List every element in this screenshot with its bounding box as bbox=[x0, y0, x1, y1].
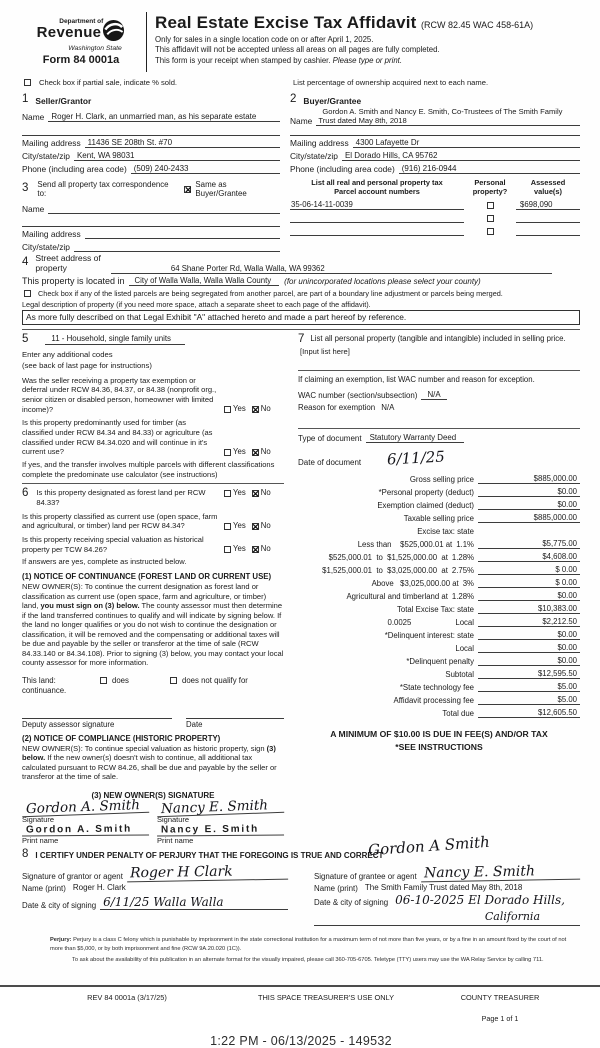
grantee-printname-field[interactable]: The Smith Family Trust dated May 8th, 2018 bbox=[364, 883, 523, 893]
tax-amount-field[interactable]: $0.00 bbox=[478, 656, 580, 666]
land-qualify-row: This land: does does not qualify for bbox=[22, 675, 248, 685]
grantee-signature-field[interactable]: Nancy E. Smith bbox=[421, 863, 581, 883]
tax-row-local: 0.0025 Local $2,212.50 bbox=[298, 614, 580, 627]
tax-amount-field[interactable]: $4,608.00 bbox=[478, 552, 580, 562]
tax-row-subtotal: Subtotal $12,595.50 bbox=[298, 666, 580, 679]
section-7-heading: 7 List all personal property (tangible and intangible) included in selling price. bbox=[298, 332, 566, 345]
tax-row-tier1: Less than $525,000.01 at 1.1% $5,775.00 bbox=[298, 536, 580, 549]
tax-row-tier2: $525,000.01 to $1,525,000.00 at 1.28% $4,608.00 bbox=[298, 549, 580, 562]
fine-print: Perjury: Perjury is a class C felony which is punishable by imprisonment in the state correctional institution for a maximum term of not more than five years, or by a fine in an amount fixed by the court of not more than $5,000, or by both imprisonment and fine (RCW 9A.20.020 (1C)). To ask about the availability of this publication in an alternate format for the visually impaired, please call 360-705-6705. Teletype (TTY) users may use the WA Relay Service by calling 711. bbox=[50, 937, 567, 964]
same-as-buyer-checkbox[interactable] bbox=[184, 186, 191, 193]
no-checkbox[interactable] bbox=[252, 546, 259, 553]
buyer-mailing-label: Mailing address bbox=[290, 138, 349, 148]
section-4 bbox=[22, 254, 580, 325]
notice-continuance-text: NEW OWNER(S): To continue the current designation as forest land or classification as current use (open space, farm and agriculture, or timber) land, you must sign on (3) below. The county assessor must then determine if the land transferred continues to qualify and will indicate by signing below. If the land no longer qualifies or you do not wish to continue the designation or classification, it will be removed and the compensating or additional taxes will be due and payable by the seller or transferor at the time of sale (RCW 84.33.140 or 84.34.108). Prior to signing (3) below, you may contact your local county assessor for more information. bbox=[22, 582, 284, 668]
no-checkbox[interactable] bbox=[252, 490, 259, 497]
tax-amount-field[interactable]: $0.00 bbox=[478, 643, 580, 653]
divider bbox=[298, 428, 580, 429]
tax-row-total-state: Total Excise Tax: state $10,383.00 bbox=[298, 601, 580, 614]
notice-compliance-heading: (2) NOTICE OF COMPLIANCE (HISTORIC PROPERTY) bbox=[22, 733, 221, 743]
question-exemption-deferral: Was the seller receiving a property tax exemption or deferral under RCW 84.36, 84.37, or 84.38 (nonprofit org., senior citizen or disabled person, homeowner with limited income)? Yes ✕ No bbox=[22, 376, 284, 415]
grantee-printname-label: Name (print) bbox=[314, 884, 358, 894]
yes-checkbox[interactable] bbox=[224, 546, 231, 553]
question-historical-property: Is this property receiving special valuation as historical property per TCW 84.26? Yes ✕ No bbox=[22, 535, 284, 554]
located-in-note: (for unincorporated locations please select your county) bbox=[284, 276, 481, 286]
new-owner-printname-field[interactable]: Gordon A. Smith bbox=[22, 823, 149, 836]
buyer-phone-label: Phone (including area code) bbox=[290, 164, 395, 174]
agency-dept-label: Department of bbox=[59, 18, 104, 25]
ownership-note: List percentage of ownership acquired next to each name. bbox=[293, 77, 489, 87]
correspondence-mailing-label: Mailing address bbox=[22, 229, 81, 239]
grantor-datecity-label: Date & city of signing bbox=[22, 901, 97, 911]
new-owner-signature-field[interactable]: Gordon A. Smith bbox=[22, 797, 149, 816]
tax-computation-table bbox=[298, 471, 580, 718]
tax-amount-field[interactable]: $ 0.00 bbox=[478, 565, 580, 575]
tax-row-personal-deduct: *Personal property (deduct) $0.00 bbox=[298, 484, 580, 497]
parcel-row bbox=[290, 210, 580, 223]
legal-description-field[interactable]: As more fully described on that Legal Exhibit "A" attached hereto and made a part hereof by reference. bbox=[22, 310, 580, 325]
legal-description-label: Legal description of property (if you need more space, attach a separate sheet to each page of the affidavit). bbox=[22, 299, 371, 309]
question-current-use: Is this property classified as current use (open space, farm and agricultural, or timber) land per RCW 84.34? Yes ✕ No bbox=[22, 512, 284, 531]
buyer-citystatezip-field[interactable]: El Dorado Hills, CA 95762 bbox=[342, 151, 580, 161]
agency-block bbox=[22, 10, 140, 72]
certify-statement: I CERTIFY UNDER PENALTY OF PERJURY THAT THE FOREGOING IS TRUE AND CORRECT bbox=[35, 851, 384, 861]
section-2-heading: 2 Buyer/Grantee bbox=[290, 93, 362, 106]
form-revision: REV 84 0001a (3/17/25) bbox=[87, 993, 167, 1003]
buyer-mailing-field[interactable]: 4300 Lafayette Dr bbox=[353, 138, 580, 148]
document-date-field[interactable]: 6/11/25 bbox=[386, 447, 446, 469]
grantor-printname-field[interactable]: Roger H. Clark bbox=[72, 883, 126, 893]
tax-amount-field[interactable]: $885,000.00 bbox=[478, 474, 580, 484]
grantor-datecity-field[interactable]: 6/11/25 Walla Walla bbox=[100, 895, 288, 910]
yes-checkbox[interactable] bbox=[224, 490, 231, 497]
question-forest-land: 6 Is this property designated as forest land per RCW 84.33? Yes ✕ No bbox=[22, 488, 284, 507]
tax-amount-field[interactable]: $0.00 bbox=[478, 500, 580, 510]
header-note-1: Only for sales in a single location code on or after April 1, 2025. bbox=[155, 34, 374, 44]
tax-row-tier4: Above $3,025,000.00 at 3% $ 0.00 bbox=[298, 575, 580, 588]
correspondence-name-field[interactable] bbox=[48, 204, 280, 214]
new-owner-printname-field[interactable]: Nancy E. Smith bbox=[157, 823, 284, 836]
buyer-name-field[interactable]: Gordon A. Smith and Nancy E. Smith, Co-Trustees of The Smith Family Trust dated May 8th, 2018 bbox=[316, 107, 580, 126]
form-header bbox=[22, 10, 580, 72]
tax-amount-field[interactable]: $2,212.50 bbox=[478, 617, 580, 627]
tax-row-delinquent-interest-local: Local $0.00 bbox=[298, 640, 580, 653]
tax-row-tech-fee: *State technology fee $5.00 bbox=[298, 679, 580, 692]
seller-mailing-field[interactable]: 11436 SE 208th St. #70 bbox=[85, 138, 280, 148]
personal-property-checkbox[interactable] bbox=[487, 215, 494, 222]
deputy-assessor-signature-field[interactable] bbox=[22, 709, 172, 719]
personal-property-list-label: List all personal property (tangible and intangible) included in selling price. bbox=[310, 333, 566, 343]
treasurer-space-label: THIS SPACE TREASURER'S USE ONLY bbox=[257, 993, 395, 1003]
tax-amount-field[interactable]: $5.00 bbox=[478, 695, 580, 705]
tax-row-exemption-deduct: Exemption claimed (deduct) $0.00 bbox=[298, 497, 580, 510]
tax-row-taxable: Taxable selling price $885,000.00 bbox=[298, 510, 580, 523]
located-in-label: This property is located in bbox=[22, 275, 125, 286]
section-1-heading: 1 Seller/Grantor bbox=[22, 93, 92, 106]
tax-amount-field[interactable]: $5.00 bbox=[478, 682, 580, 692]
buyer-name-label: Name bbox=[290, 116, 313, 126]
correspondence-citystatezip-field[interactable] bbox=[74, 242, 280, 252]
grantee-datecity-label: Date & city of signing bbox=[314, 898, 389, 908]
tax-row-delinquent-penalty: *Delinquent penalty $0.00 bbox=[298, 653, 580, 666]
if-yes-instruction: If answers are yes, complete as instructed below. bbox=[22, 557, 187, 567]
continuance-label: continuance. bbox=[22, 685, 67, 695]
exemption-reason-label: Reason for exemption bbox=[298, 403, 376, 413]
grantor-signature-field[interactable]: Roger H Clark bbox=[127, 863, 288, 883]
divider bbox=[22, 483, 284, 484]
assessed-value-field[interactable] bbox=[516, 235, 580, 236]
correspondence-mailing-field[interactable] bbox=[85, 229, 280, 239]
tax-amount-field[interactable]: $0.00 bbox=[478, 591, 580, 601]
question-timber-agriculture: Is this property predominantly used for timber (as classified under RCW 84.34 and 84.33) or agriculture (as classified under RCW 84.34.020 and will continue in it's current use? Yes ✕ No bbox=[22, 418, 284, 457]
personal-property-checkbox[interactable] bbox=[487, 228, 494, 235]
divider bbox=[298, 370, 580, 371]
timestamp-stamp: 1:22 PM - 06/13/2025 - 149532 bbox=[210, 1034, 392, 1048]
section-5-heading: 5 11 - Household, single family units bbox=[22, 334, 284, 346]
tax-amount-field[interactable]: $12,605.50 bbox=[478, 708, 580, 718]
additional-codes-note: Enter any additional codes (see back of last page for instructions) bbox=[22, 350, 152, 371]
exemption-note: If claiming an exemption, list WAC number and reason for exception. bbox=[298, 375, 535, 385]
tax-row-delinquent-interest-state: *Delinquent interest: state $0.00 bbox=[298, 627, 580, 640]
tax-amount-field[interactable]: $ 0.00 bbox=[478, 578, 580, 588]
seller-citystatezip-field[interactable]: Kent, WA 98031 bbox=[74, 151, 280, 161]
agency-state-label: Washington State bbox=[68, 45, 122, 52]
seller-citystatezip-label: City/state/zip bbox=[22, 151, 70, 161]
dor-logo-icon bbox=[102, 19, 125, 47]
print-name-label: Print name bbox=[22, 835, 59, 845]
tax-amount-field[interactable]: $885,000.00 bbox=[478, 513, 580, 523]
tax-row-agricultural: Agricultural and timberland at 1.28% $0.00 bbox=[298, 588, 580, 601]
grantor-signature-label: Signature of grantor or agent bbox=[22, 872, 123, 882]
tax-row-excise-header: Excise tax: state bbox=[417, 527, 474, 537]
yes-checkbox[interactable] bbox=[224, 406, 231, 413]
tax-amount-field[interactable]: $5,775.00 bbox=[478, 539, 580, 549]
header-note-3: This form is your receipt when stamped by cashier. Please type or print. bbox=[155, 55, 403, 65]
county-treasurer-label: COUNTY TREASURER Page 1 of 1 bbox=[460, 993, 540, 1024]
tax-row-processing-fee: Affidavit processing fee $5.00 bbox=[298, 692, 580, 705]
tax-row-tier3: $1,525,000.01 to $3,025,000.00 at 2.75% $ 0.00 bbox=[298, 562, 580, 575]
signature-label: Signature bbox=[22, 814, 55, 824]
notice-continuance-heading: (1) NOTICE OF CONTINUANCE (FOREST LAND OR CURRENT USE) bbox=[22, 572, 272, 582]
buyer-citystatezip-label: City/state/zip bbox=[290, 151, 338, 161]
new-owner-signature-field[interactable]: Nancy E. Smith bbox=[157, 797, 284, 816]
exemption-reason-field[interactable]: N/A bbox=[381, 403, 395, 413]
parcel-row bbox=[290, 223, 580, 236]
tax-amount-field[interactable]: $10,383.00 bbox=[478, 604, 580, 614]
deputy-date-field[interactable] bbox=[186, 709, 284, 719]
parcel-table-header: List all real and personal property tax Parcel account numbers Personal property? Assessed value(s) bbox=[311, 178, 566, 197]
header-note-2: This affidavit will not be accepted unless all areas on all pages are fully completed. bbox=[155, 45, 440, 54]
seller-phone-field[interactable]: (509) 240-2433 bbox=[131, 164, 280, 174]
wac-number-field[interactable]: N/A bbox=[421, 390, 446, 400]
does-checkbox[interactable] bbox=[100, 677, 107, 684]
deputy-assessor-label: Deputy assessor signature bbox=[22, 719, 115, 729]
parcel-row bbox=[290, 197, 580, 210]
parcel-number-field[interactable] bbox=[290, 235, 464, 236]
segregated-checkbox[interactable] bbox=[24, 290, 31, 297]
no-checkbox[interactable] bbox=[252, 523, 259, 530]
same-as-buyer-label: Same as Buyer/Grantee bbox=[195, 180, 247, 198]
footer-row bbox=[22, 993, 580, 1023]
print-name-label: Print name bbox=[157, 835, 194, 845]
grantee-datecity-field-line2: California bbox=[484, 910, 540, 924]
correspondence-name-label: Name bbox=[22, 204, 45, 214]
section-3-row: 3 Send all property tax correspondence to: ✕ Same as Buyer/Grantee bbox=[22, 180, 280, 198]
partial-sale-label: Check box if partial sale, indicate % sold. bbox=[39, 77, 178, 87]
seller-mailing-label: Mailing address bbox=[22, 138, 81, 148]
wac-number-label: WAC number (section/subsection) bbox=[298, 391, 418, 401]
notice-compliance-text: NEW OWNER(S): To continue special valuation as historic property, sign (3) below. If the new owner(s) doesn't wish to continue, all additional tax calculated pursuant to RCW 84.26, shall be due and payable by the seller or transferor at the time of sale. bbox=[22, 743, 277, 782]
agency-name: Revenue bbox=[36, 24, 102, 41]
land-use-code-field[interactable]: 11 - Household, single family units bbox=[45, 334, 185, 345]
tax-amount-field[interactable]: $12,595.50 bbox=[478, 669, 580, 679]
form-title-rcw: (RCW 82.45 WAC 458-61A) bbox=[420, 20, 534, 30]
deputy-signature-lines bbox=[22, 709, 284, 719]
grantee-datecity-field[interactable]: 06-10-2025 El Dorado Hills, bbox=[395, 893, 565, 908]
yes-checkbox[interactable] bbox=[224, 449, 231, 456]
page-indicator: Page 1 of 1 bbox=[481, 1014, 519, 1024]
header-divider bbox=[146, 12, 147, 72]
form-title: Real Estate Excise Tax Affidavit bbox=[155, 13, 417, 32]
assessed-value-field[interactable]: $698,090 bbox=[516, 200, 580, 210]
document-date-label: Date of document bbox=[298, 458, 362, 468]
signature-label: Signature bbox=[157, 814, 190, 824]
street-address-field[interactable]: 64 Shane Porter Rd, Walla Walla, WA 99362 bbox=[111, 264, 552, 274]
parcel-number-field[interactable] bbox=[290, 222, 464, 223]
buyer-phone-field[interactable]: (916) 216-0944 bbox=[399, 164, 580, 174]
seller-name-field[interactable]: Roger H. Clark, an unmarried man, as his separate estate bbox=[48, 112, 280, 122]
predominate-use-note: If yes, and the transfer involves multiple parcels with different classifications complete the predominate use calculator (see instructions) bbox=[22, 459, 275, 479]
tax-amount-field[interactable]: $0.00 bbox=[478, 487, 580, 497]
does-not-qualify-checkbox[interactable] bbox=[170, 677, 177, 684]
located-in-field[interactable]: City of Walla Walla, Walla Walla County bbox=[129, 276, 280, 286]
no-checkbox[interactable] bbox=[252, 449, 259, 456]
personal-property-list-field[interactable]: [Input list here] bbox=[300, 347, 350, 357]
street-address-label: 4 Street address of property bbox=[22, 253, 101, 273]
date-label: Date bbox=[186, 719, 203, 729]
new-owners-signature-heading: (3) NEW OWNER(S) SIGNATURE bbox=[91, 790, 215, 800]
personal-property-checkbox[interactable] bbox=[487, 202, 494, 209]
correspondence-citystatezip-label: City/state/zip bbox=[22, 242, 70, 252]
form-number: Form 84 0001a bbox=[42, 54, 120, 66]
document-type-label: Type of document bbox=[298, 434, 362, 444]
partial-sale-row bbox=[22, 76, 580, 88]
assessed-value-field[interactable] bbox=[516, 222, 580, 223]
correspondence-label: Send all property tax correspondence to: bbox=[37, 180, 169, 198]
segregated-label: Check box if any of the listed parcels are being segregated from another parcel, are part of a boundary line adjustment or parcels being merged. bbox=[38, 288, 503, 298]
minimum-due-note: A MINIMUM OF $10.00 IS DUE IN FEE(S) AND/OR TAX *SEE INSTRUCTIONS bbox=[330, 729, 548, 753]
seller-phone-label: Phone (including area code) bbox=[22, 164, 127, 174]
no-checkbox[interactable] bbox=[252, 406, 259, 413]
tax-amount-field[interactable]: $0.00 bbox=[478, 630, 580, 640]
tax-row-total-due: Total due $12,605.50 bbox=[298, 705, 580, 718]
grantor-printname-label: Name (print) bbox=[22, 884, 66, 894]
section-8: Gordon A Smith 8 I CERTIFY UNDER PENALTY OF PERJURY THAT THE FOREGOING IS TRUE AND CORRECT Signature of grantor or agent Roger H Clark Name (print) Roger H. Clark Date & city of signing 6/11/25 Walla Walla Signature of grantee or agent Nancy E. Smith Name (print) The Smith Family Trust dated May 8th, 2018 Date & city of signing 06-10-2025 El Dorado Hills, California bbox=[22, 849, 580, 927]
yes-checkbox[interactable] bbox=[224, 523, 231, 530]
grantee-signature-label: Signature of grantee or agent bbox=[314, 872, 417, 882]
seller-name-label: Name bbox=[22, 112, 45, 122]
tax-row-gross: Gross selling price $885,000.00 bbox=[298, 471, 580, 484]
partial-sale-checkbox[interactable] bbox=[24, 79, 31, 86]
parcel-number-field[interactable]: 35-06-14-11-0039 bbox=[290, 200, 464, 210]
scan-artifact-line bbox=[0, 985, 600, 987]
grantee-signature-scrawl[interactable]: Gordon A Smith bbox=[367, 832, 491, 859]
document-type-field[interactable]: Statutory Warranty Deed bbox=[366, 433, 465, 443]
